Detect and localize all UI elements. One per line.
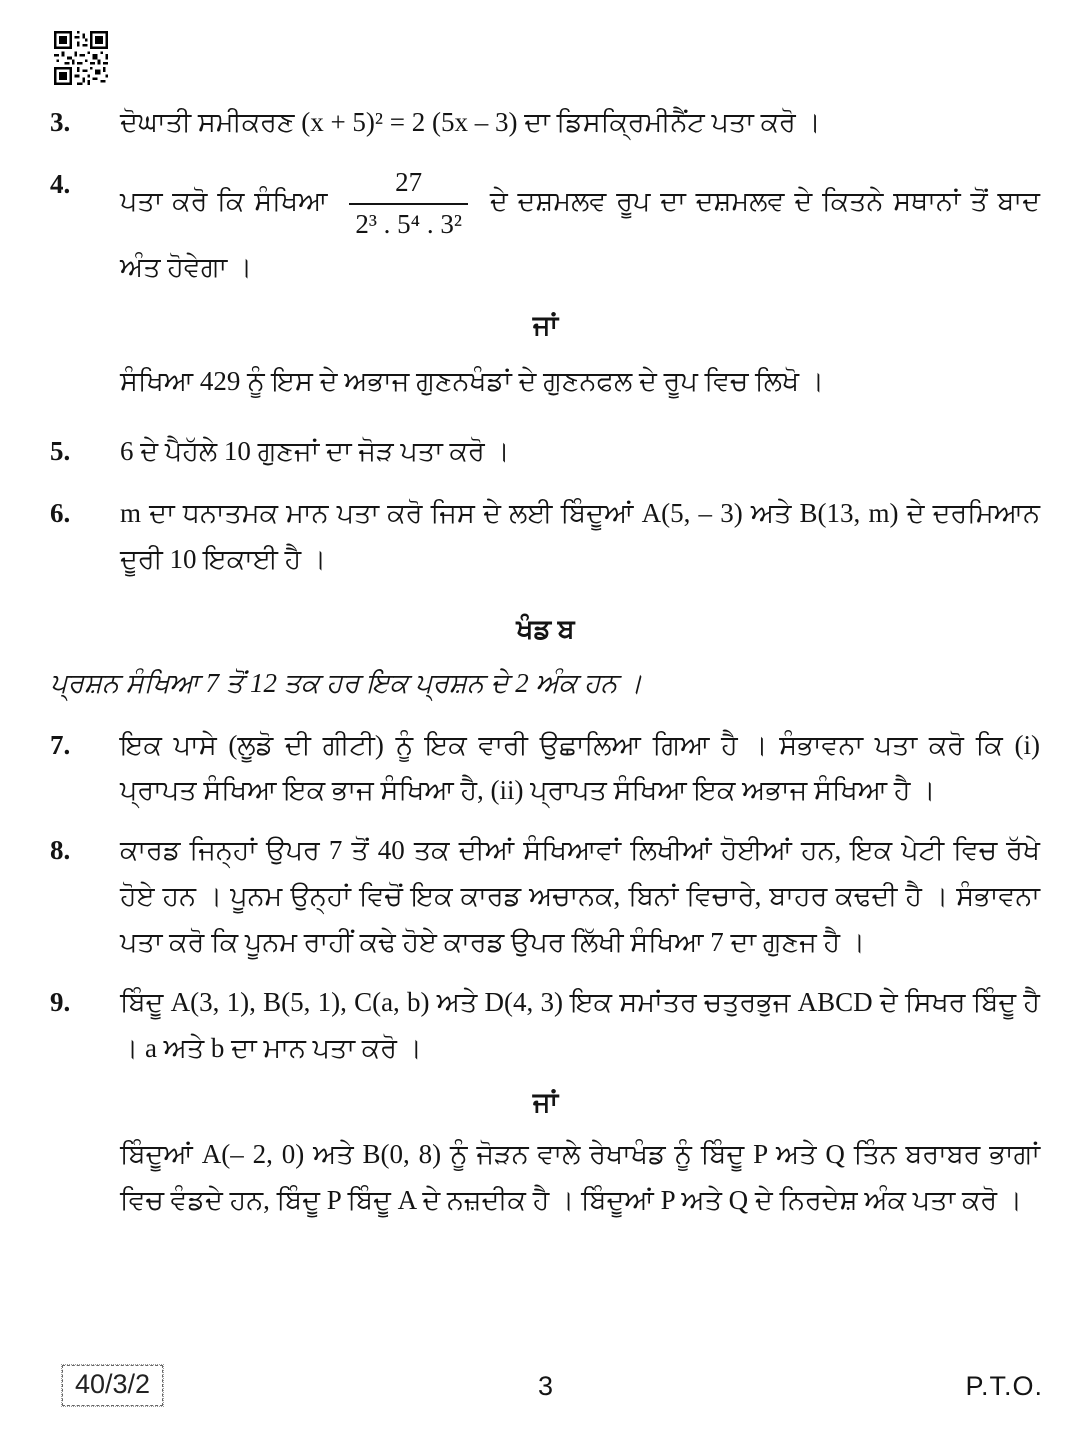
question-3-number: 3. [50, 107, 71, 137]
qr-code-icon [54, 30, 108, 86]
fraction-numerator: 27 [349, 166, 468, 205]
question-9-text: ਬਿੰਦੂ A(3, 1), B(5, 1), C(a, b) ਅਤੇ D(4, 3) ਇਕ ਸਮਾਂਤਰ ਚਤੁਰਭੁਜ ABCD ਦੇ ਸਿਖਰ ਬਿੰਦੂ ਹੈ । a ਅਤੇ b ਦਾ ਮਾਨ ਪਤਾ ਕਰੋ । [120, 986, 1040, 1063]
question-7 [50, 723, 1041, 815]
question-3 [50, 100, 1041, 146]
question-4-number: 4. [50, 168, 71, 199]
page-number: 3 [537, 1371, 554, 1401]
question-4-text-after: ਦੇ ਦਸ਼ਮਲਵ ਰੂਪ ਦਾ ਦਸ਼ਮਲਵ ਦੇ ਕਿਤਨੇ ਸਥਾਨਾਂ ਤੋਂ ਬਾਦ ਅੰਤ ਹੋਵੇਗਾ । [120, 185, 1040, 283]
paper-code-box: 40/3/2 [62, 1365, 163, 1406]
question-4-text [120, 162, 1040, 291]
question-3-text: ਦੋਘਾਤੀ ਸਮੀਕਰਣ (x + 5)² = 2 (5x – 3) ਦਾ ਡਿਸਕ੍ਰਿਮੀਨੈਂਟ ਪਤਾ ਕਰੋ । [120, 107, 821, 137]
question-9 [50, 980, 1041, 1072]
section-b-heading: ਖੰਡ ਬ [516, 613, 575, 644]
question-4-alternative-text: ਸੰਖਿਆ 429 ਨੂੰ ਇਸ ਦੇ ਅਭਾਜ ਗੁਣਨਖੰਡਾਂ ਦੇ ਗੁਣਨਫਲ ਦੇ ਰੂਪ ਵਿਚ ਲਿਖੋ । [120, 366, 825, 397]
question-5-number: 5. [50, 436, 71, 467]
fraction-denominator: 2³ . 5⁴ . 3² [355, 208, 462, 239]
question-6-number: 6. [50, 497, 71, 528]
section-b-instruction: ਪ੍ਰਸ਼ਨ ਸੰਖਿਆ 7 ਤੋਂ 12 ਤਕ ਹਰ ਇਕ ਪ੍ਰਸ਼ਨ ਦੇ 2 ਅੰਕ ਹਨ । [50, 667, 643, 698]
question-6-text: m ਦਾ ਧਨਾਤਮਕ ਮਾਨ ਪਤਾ ਕਰੋ ਜਿਸ ਦੇ ਲਈ ਬਿੰਦੂਆਂ A(5, – 3) ਅਤੇ B(13, m) ਦੇ ਦਰਮਿਆਨ ਦੂਰੀ 10 ਇਕਾਈ ਹੈ । [120, 497, 1040, 574]
question-8-text: ਕਾਰਡ ਜਿਨ੍ਹਾਂ ਉਪਰ 7 ਤੋਂ 40 ਤਕ ਦੀਆਂ ਸੰਖਿਆਵਾਂ ਲਿਖੀਆਂ ਹੋਈਆਂ ਹਨ, ਇਕ ਪੇਟੀ ਵਿਚ ਰੱਖੇ ਹੋਏ ਹਨ । ਪੂਨਮ ਉਨ੍ਹਾਂ ਵਿਚੋਂ ਇਕ ਕਾਰਡ ਅਚਾਨਕ, ਬਿਨਾਂ ਵਿਚਾਰੇ, ਬਾਹਰ ਕਢਦੀ ਹੈ । ਸੰਭਾਵਨਾ ਪਤਾ ਕਰੋ ਕਿ ਪੂਨਮ ਰਾਹੀਂ ਕਢੇ ਹੋਏ ਕਾਰਡ ਉਪਰ ਲਿੱਖੀ ਸੰਖਿਆ 7 ਦਾ ਗੁਣਜ ਹੈ । [120, 835, 1040, 958]
question-5-text: 6 ਦੇ ਪੈਹੱਲੇ 10 ਗੁਣਜਾਂ ਦਾ ਜੋੜ ਪਤਾ ਕਰੋ । [120, 436, 510, 467]
or-separator-q4: ਜਾਂ [532, 310, 559, 341]
question-9-alternative-text: ਬਿੰਦੂਆਂ A(– 2, 0) ਅਤੇ B(0, 8) ਨੂੰ ਜੋੜਨ ਵਾਲੇ ਰੇਖਾਖੰਡ ਨੂੰ ਬਿੰਦੂ P ਅਤੇ Q ਤਿੰਨ ਬਰਾਬਰ ਭਾਗਾਂ ਵਿਚ ਵੰਡਦੇ ਹਨ, ਬਿੰਦੂ P ਬਿੰਦੂ A ਦੇ ਨਜ਼ਦੀਕ ਹੈ । ਬਿੰਦੂਆਂ P ਅਤੇ Q ਦੇ ਨਿਰਦੇਸ਼ ਅੰਕ ਪਤਾ ਕਰੋ । [120, 1138, 1040, 1215]
or-separator-q9: ਜਾਂ [532, 1086, 559, 1117]
fraction [349, 166, 468, 242]
question-8-number: 8. [50, 835, 71, 866]
question-5 [50, 429, 1041, 475]
pto-label: P.T.O. [965, 1371, 1043, 1401]
question-7-number: 7. [50, 729, 71, 760]
question-6 [50, 491, 1041, 583]
question-4-text-before: ਪਤਾ ਕਰੋ ਕਿ ਸੰਖਿਆ [120, 185, 328, 216]
page-footer [0, 1365, 1091, 1409]
question-7-text: ਇਕ ਪਾਸੇ (ਲੂਡੋ ਦੀ ਗੀਟੀ) ਨੂੰ ਇਕ ਵਾਰੀ ਉਛਾਲਿਆ ਗਿਆ ਹੈ । ਸੰਭਾਵਨਾ ਪਤਾ ਕਰੋ ਕਿ (i) ਪ੍ਰਾਪਤ ਸੰਖਿਆ ਇਕ ਭਾਜ ਸੰਖਿਆ ਹੈ, (ii) ਪ੍ਰਾਪਤ ਸੰਖਿਆ ਇਕ ਅਭਾਜ ਸੰਖਿਆ ਹੈ । [120, 729, 1040, 806]
question-4 [50, 162, 1041, 291]
question-9-number: 9. [50, 986, 71, 1017]
question-8 [50, 828, 1041, 966]
